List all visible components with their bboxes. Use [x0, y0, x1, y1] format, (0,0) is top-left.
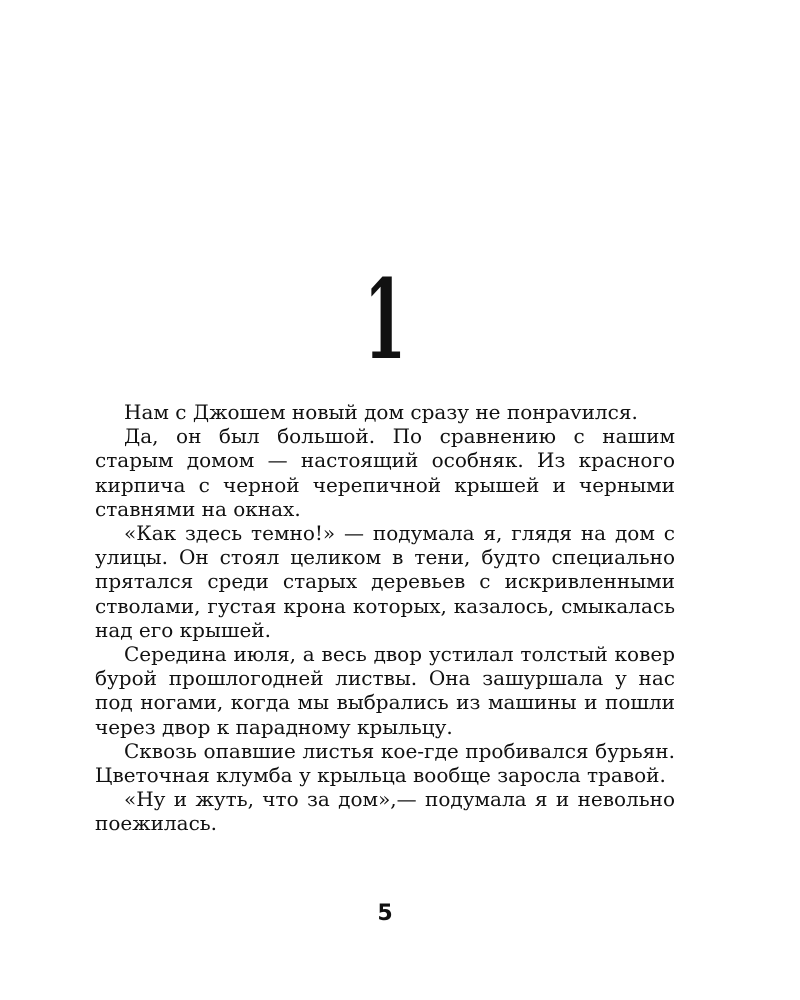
paragraph: Да, он был большой. По сравнению с нашим старым домом — настоящий особняк. Из красного кирпича с черной черепичной крышей и черными ставнями на окнах. [95, 424, 675, 521]
chapter-body [95, 400, 675, 836]
paragraph: Середина июля, а весь двор устилал толстый ковер бурой прошлогодней листвы. Она зашуршала у нас под ногами, когда мы выбрались из машины и пошли через двор к парадному крыльцу. [95, 642, 675, 739]
paragraph: Нам с Джошем новый дом сразу не понраvился. [124, 400, 638, 424]
paragraph: «Ну и жуть, что за дом»,— подумала я и невольно поежилась. [95, 787, 675, 836]
page-number: 5 [377, 901, 393, 926]
paragraph: Сквозь опавшие листья кое-где пробивался бурьян. Цветочная клумба у крыльца вообще заросла травой. [95, 738, 675, 788]
chapter-number: 1 [363, 255, 407, 384]
paragraph: «Как здесь темно!» — подумала я, глядя на дом с улицы. Он стоял целиком в тени, будто специально прятался среди старых деревьев с искривленными стволами, густая крона которых, казалось, смыкалась над его крышей. [95, 521, 675, 642]
